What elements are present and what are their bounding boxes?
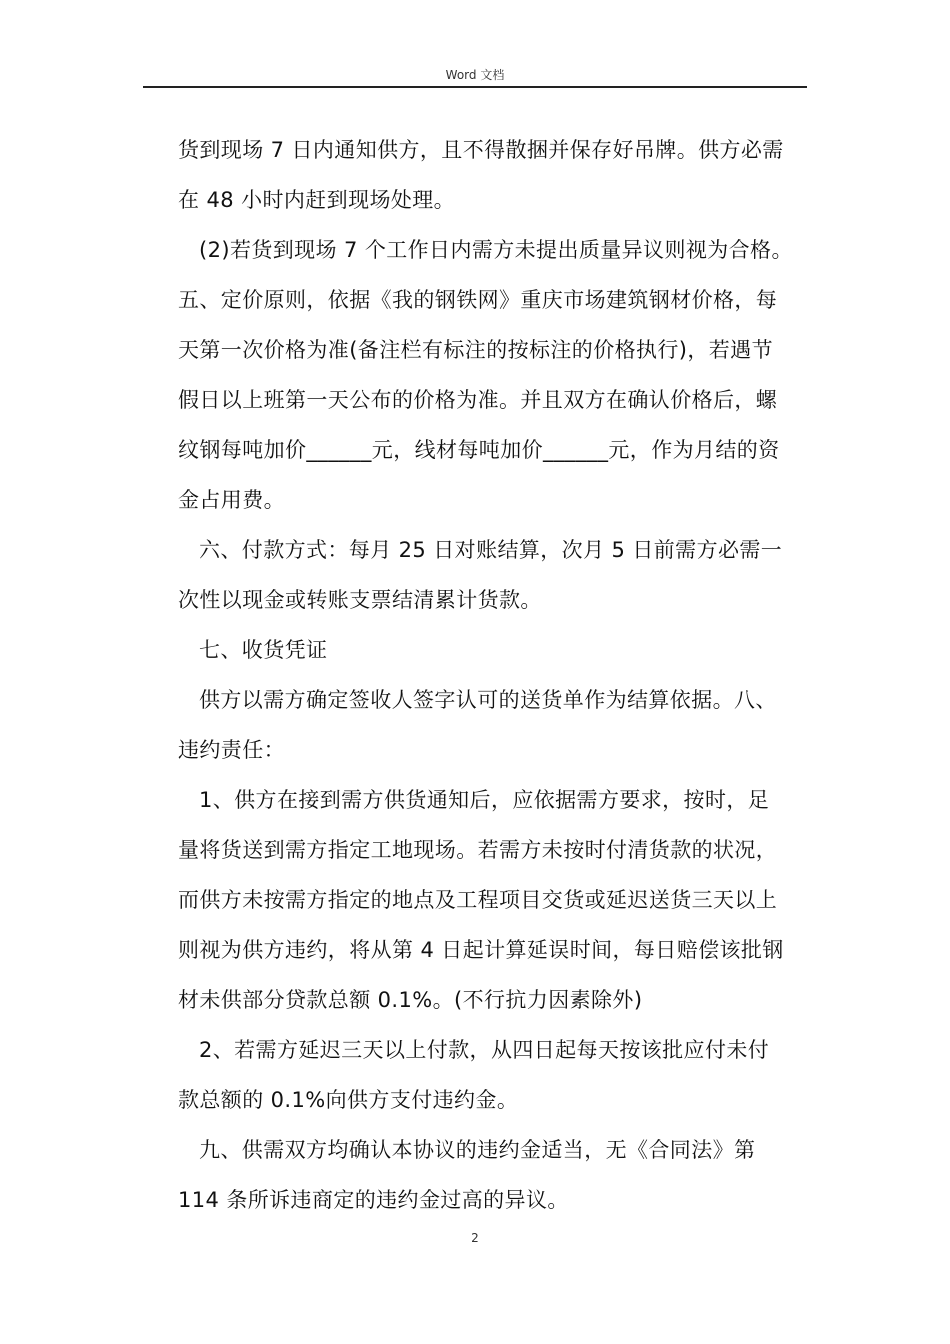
text-line: 九、供需双方均确认本协议的违约金适当，无《合同法》第 <box>199 1138 756 1162</box>
text-line: 供方以需方确定签收人签字认可的送货单作为结算依据。八、 <box>199 688 777 712</box>
text-line: 货到现场 7 日内通知供方，且不得散捆并保存好吊牌。供方必需 <box>178 138 784 162</box>
text-line: 2、若需方延迟三天以上付款，从四日起每天按该批应付未付 <box>199 1038 770 1062</box>
header-divider <box>143 86 807 88</box>
text-line: 114 条所诉违商定的违约金过高的异议。 <box>178 1188 569 1212</box>
text-line: 六、付款方式：每月 25 日对账结算，次月 5 日前需方必需一 <box>199 538 783 562</box>
text-line: 款总额的 0.1%向供方支付违约金。 <box>178 1088 519 1112</box>
text-line: 五、定价原则，依据《我的钢铁网》重庆市场建筑钢材价格，每 <box>178 288 778 312</box>
document-body <box>178 125 803 1225</box>
text-line: 金占用费。 <box>178 488 285 512</box>
text-line: 则视为供方违约，将从第 4 日起计算延误时间，每日赔偿该批钢 <box>178 938 784 962</box>
text-line: 天第一次价格为准(备注栏有标注的按标注的价格执行)，若遇节 <box>178 338 773 362</box>
text-line: 违约责任： <box>178 738 285 762</box>
text-line: 1、供方在接到需方供货通知后，应依据需方要求，按时，足 <box>199 788 770 812</box>
text-line: 而供方未按需方指定的地点及工程项目交货或延迟送货三天以上 <box>178 888 778 912</box>
text-line: 在 48 小时内赶到现场处理。 <box>178 188 456 212</box>
text-line: 纹钢每吨加价______元，线材每吨加价______元，作为月结的资 <box>178 438 780 462</box>
text-line: 假日以上班第一天公布的价格为准。并且双方在确认价格后，螺 <box>178 388 778 412</box>
text-line: (2)若货到现场 7 个工作日内需方未提出质量异议则视为合格。 <box>199 238 793 262</box>
page-number: 2 <box>471 1231 479 1245</box>
text-line: 量将货送到需方指定工地现场。若需方未按时付清货款的状况， <box>178 838 778 862</box>
text-line: 次性以现金或转账支票结清累计货款。 <box>178 588 542 612</box>
page-header: Word 文档 <box>445 68 505 82</box>
text-line: 七、收货凭证 <box>199 638 328 662</box>
text-line: 材未供部分贷款总额 0.1%。(不行抗力因素除外) <box>178 988 643 1012</box>
